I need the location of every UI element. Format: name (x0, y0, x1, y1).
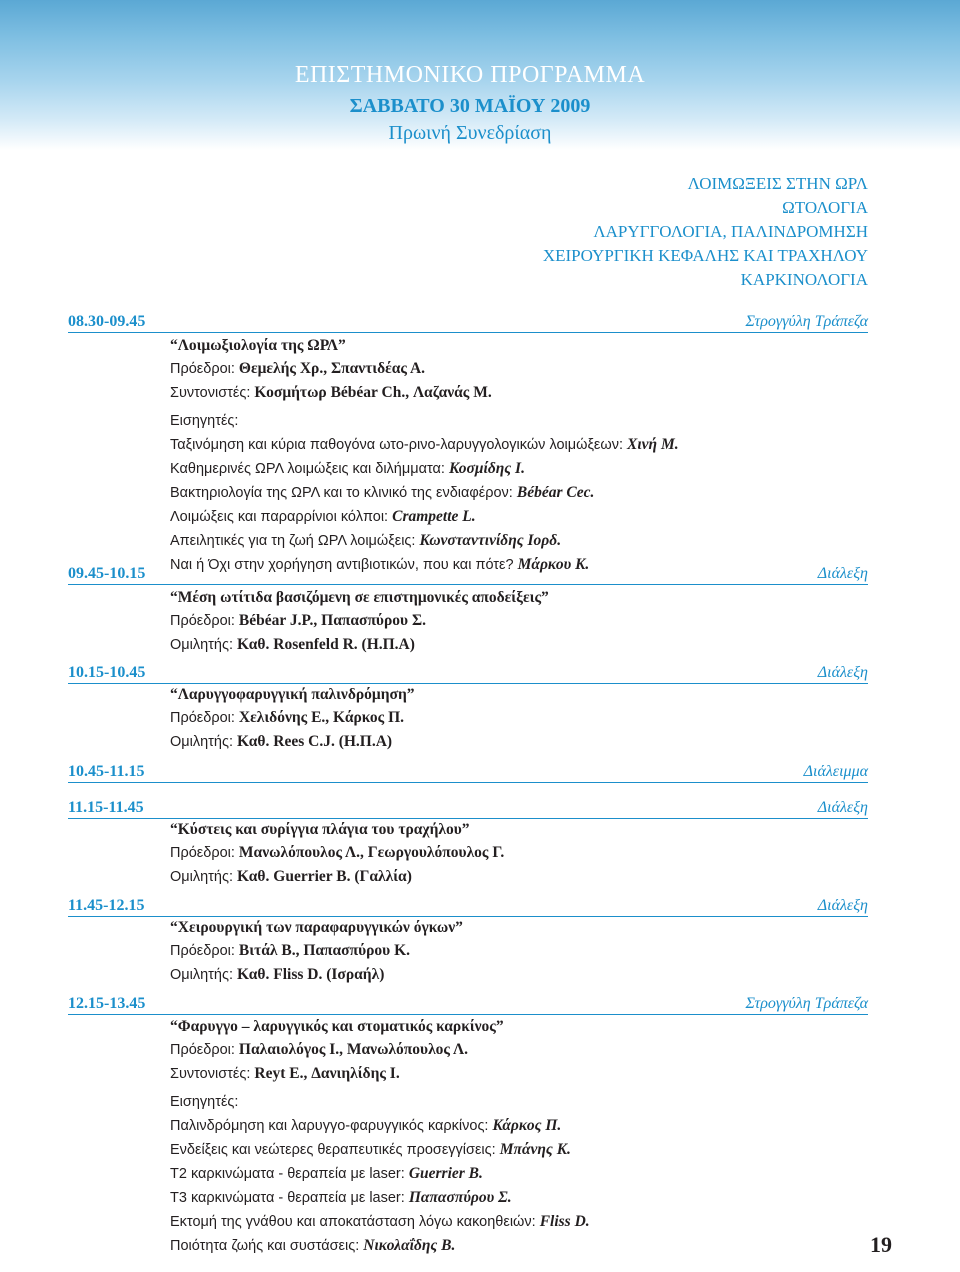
session-time: 08.30-09.45 (68, 313, 146, 330)
talk-line: Λοιμώξεις και παραρρίνιοι κόλποι: Crampette L. (170, 508, 476, 525)
talk-line: Βακτηριολογία της ΩΡΛ και το κλινικό της ενδιαφέρον: Bébéar Cec. (170, 484, 595, 501)
session-time: 12.15-13.45 (68, 995, 146, 1012)
session-name: Πρωινή Συνεδρίαση (388, 122, 552, 144)
session-details (170, 916, 870, 987)
session-time: 11.45-12.15 (68, 897, 145, 914)
session-header (68, 564, 868, 585)
session-details (170, 1015, 870, 1258)
talk-line: Καθημερινές ΩΡΛ λοιμώξεις και διλήμματα: Κοσμίδης Ι. (170, 460, 525, 477)
session-title: “Λαρυγγοφαρυγγική παλινδρόμηση” (170, 686, 415, 703)
session-time: 11.15-11.45 (68, 799, 144, 816)
session-type: Διάλειμμα (803, 763, 868, 780)
coordinators-line: Συντονιστές: Reyt E., Δανιηλίδης Ι. (170, 1065, 400, 1082)
session-time: 09.45-10.15 (68, 565, 146, 582)
speaker-line: Ομιλητής: Καθ. Guerrier B. (Γαλλία) (170, 868, 412, 885)
speaker-line: Ομιλητής: Καθ. Rees C.J. (Η.Π.Α) (170, 733, 393, 750)
session-header (68, 994, 868, 1015)
session-header (68, 896, 868, 917)
session-title: “Χειρουργική των παραφαρυγγικών όγκων” (170, 919, 463, 936)
topic-item: ΛΑΡΥΓΓΟΛΟΓΙΑ, ΠΑΛΙΝΔΡΟΜΗΣΗ (593, 222, 868, 241)
talk-line: Παλινδρόμηση και λαρυγγο-φαρυγγικός καρκίνος: Κάρκος Π. (170, 1117, 562, 1134)
talk-line: Ενδείξεις και νεώτερες θεραπευτικές προσεγγίσεις: Μπάνης Κ. (170, 1141, 571, 1158)
talk-line: Ταξινόμηση και κύρια παθογόνα ωτο-ρινο-λαρυγγολογικών λοιμώξεων: Χινή Μ. (170, 436, 679, 453)
session-time: 10.15-10.45 (68, 664, 146, 681)
speakers-label: Εισηγητές: (170, 1094, 239, 1110)
session-type: Διάλεξη (817, 897, 868, 914)
topic-list (543, 172, 868, 292)
session-header (68, 762, 868, 783)
session-type: Διάλεξη (817, 565, 868, 582)
chairs-line: Πρόεδροι: Bébéar J.P., Παπασπύρου Σ. (170, 612, 426, 629)
topic-item: ΧΕΙΡΟΥΡΓΙΚΗ ΚΕΦΑΛΗΣ ΚΑΙ ΤΡΑΧΗΛΟΥ (542, 246, 868, 265)
session-type: Διάλεξη (817, 664, 868, 681)
talk-line: Ποιότητα ζωής και συστάσεις: Νικολαΐδης Β. (170, 1237, 456, 1254)
chairs-line: Πρόεδροι: Βιτάλ Β., Παπασπύρου Κ. (170, 942, 411, 959)
session-title: “Κύστεις και συρίγγια πλάγια του τραχήλου” (170, 821, 470, 838)
chairs-line: Πρόεδροι: Παλαιολόγος Ι., Μανωλόπουλος Λ. (170, 1041, 468, 1058)
speaker-line: Ομιλητής: Καθ. Fliss D. (Ισραήλ) (170, 966, 385, 983)
page-number: 19 (870, 1232, 892, 1257)
session-title: “Λοιμωξιολογία της ΩΡΛ” (170, 337, 346, 354)
session-header (68, 312, 868, 333)
chairs-line: Πρόεδροι: Μανωλόπουλος Λ., Γεωργουλόπουλος Γ. (170, 844, 505, 861)
session-title: “Μέση ωτίτιδα βασιζόμενη σε επιστημονικές αποδείξεις” (170, 589, 549, 606)
speaker-line: Ομιλητής: Καθ. Rosenfeld R. (Η.Π.Α) (170, 636, 415, 653)
session-details (170, 818, 870, 889)
chairs-line: Πρόεδροι: Χελιδόνης Ε., Κάρκος Π. (170, 709, 405, 726)
topic-item: ΚΑΡΚΙΝΟΛΟΓΙΑ (740, 270, 868, 289)
speakers-label: Εισηγητές: (170, 413, 239, 429)
session-title: “Φαρυγγο – λαρυγγικός και στοματικός καρκίνος” (170, 1018, 504, 1035)
talk-line: Ναι ή Όχι στην χορήγηση αντιβιοτικών, που και πότε? Μάρκου Κ. (170, 556, 590, 573)
session-header (68, 663, 868, 684)
chairs-line: Πρόεδροι: Θεμελής Χρ., Σπαντιδέας Α. (170, 360, 426, 377)
talk-line: Απειλητικές για τη ζωή ΩΡΛ λοιμώξεις: Κωνσταντινίδης Ιορδ. (170, 532, 562, 549)
session-details (170, 683, 870, 754)
topic-item: ΛΟΙΜΩΞΕΙΣ ΣΤΗΝ ΩΡΛ (687, 174, 868, 193)
session-type: Στρογγύλη Τράπεζα (745, 313, 868, 330)
program-date: ΣΑΒΒΑΤΟ 30 ΜΑΪΟΥ 2009 (349, 95, 591, 117)
session-type: Στρογγύλη Τράπεζα (745, 995, 868, 1012)
topic-item: ΩΤΟΛΟΓΙΑ (782, 198, 868, 217)
talk-line: T2 καρκινώματα - θεραπεία με laser: Guerrier B. (170, 1165, 483, 1182)
session-details (170, 586, 870, 657)
session-details (170, 334, 870, 577)
session-type: Διάλεξη (817, 799, 868, 816)
session-header (68, 798, 868, 819)
program-title: ΕΠΙΣΤΗΜΟΝΙΚΟ ΠΡΟΓΡΑΜΜΑ (294, 62, 646, 88)
coordinators-line: Συντονιστές: Κοσμήτωρ Bébéar Ch., Λαζανάς Μ. (170, 384, 492, 401)
session-time: 10.45-11.15 (68, 763, 145, 780)
talk-line: T3 καρκινώματα - θεραπεία με laser: Παπασπύρου Σ. (170, 1189, 512, 1206)
talk-line: Εκτομή της γνάθου και αποκατάσταση λόγω κακοηθειών: Fliss D. (170, 1213, 590, 1230)
